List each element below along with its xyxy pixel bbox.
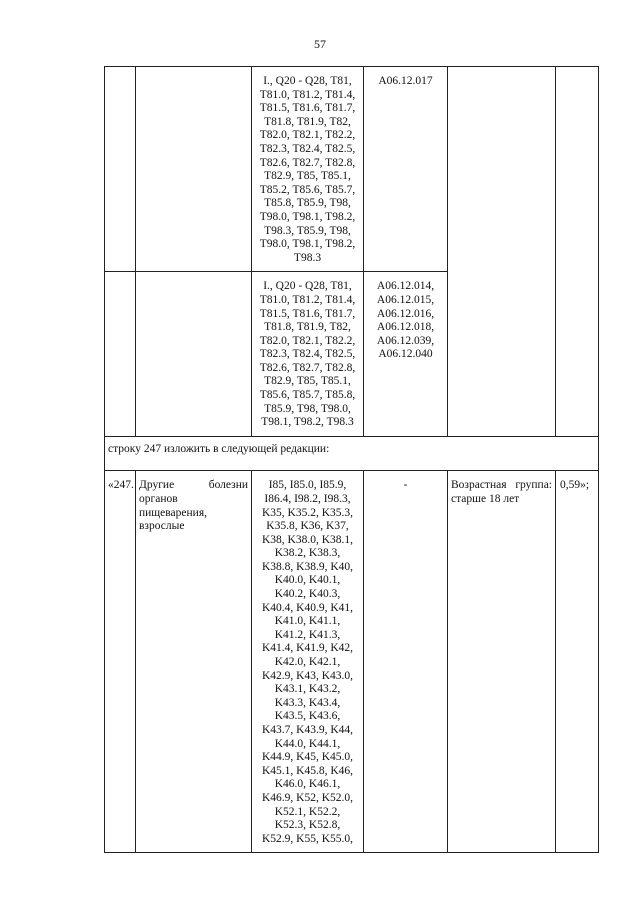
cell-line: T82.6, T82.7, T82.8,	[259, 361, 356, 374]
cell-line: A06.12.015,	[376, 293, 435, 306]
cell-line: I., Q20 - Q28, T81,	[263, 75, 352, 87]
cell-line: T81.5, T81.6, T81.7,	[259, 102, 356, 115]
cell-line: K40.2, K40.3,	[274, 588, 341, 601]
cell-line: T85.9, T98, T98.0,	[264, 402, 351, 415]
row-name-line: взрослые	[139, 520, 185, 533]
cell-line: K52.1, K52.2,	[274, 805, 341, 818]
cell-line: T98.3, T85.9, T98,	[264, 224, 351, 237]
cell-line: K44.0, K44.1,	[274, 737, 341, 750]
cell-line: A06.12.016,	[376, 307, 435, 320]
row-codes	[252, 471, 364, 853]
cell-line: K45.1, K45.8, K46,	[261, 764, 354, 777]
cell-line: K38, K38.0, K38.1,	[261, 533, 354, 546]
cell-line: I86.4, I98.2, I98.3,	[264, 492, 351, 505]
cell-codes	[252, 67, 364, 272]
cell-line: T81.8, T81.9, T82,	[264, 115, 351, 128]
cell-coefficient	[556, 67, 599, 437]
page-number: 57	[314, 37, 326, 51]
cell-procedures	[364, 67, 448, 272]
cell-line: T81.5, T81.6, T81.7,	[259, 307, 356, 320]
cell-line: T81.8, T81.9, T82,	[264, 321, 351, 334]
row-name-line: пищеварения,	[139, 506, 207, 519]
cell-line: T85.2, T85.6, T85.7,	[259, 183, 356, 196]
cell-line: K40.0, K40.1,	[274, 574, 341, 587]
cell-line: K42.9, K43, K43.0,	[261, 669, 354, 682]
cell-line: T81.0, T81.2, T81.4,	[259, 88, 356, 101]
cell-line: T82.9, T85, T85.1,	[264, 170, 351, 183]
cell-line: I85, I85.0, I85.9,	[268, 479, 347, 492]
row-name-line: Другие болезни	[139, 479, 248, 492]
row-name	[136, 471, 252, 853]
table-row	[105, 67, 599, 272]
row-procedure: -	[364, 471, 448, 853]
cell-line: K41.4, K41.9, K42,	[261, 642, 354, 655]
cell-line: T82.0, T82.1, T82.2,	[259, 334, 356, 347]
cell-line: K43.3, K43.4,	[274, 696, 341, 709]
cell-line: K38.2, K38.3,	[274, 547, 341, 560]
tariff-table	[104, 66, 599, 853]
row-criteria-line: старше 18 лет	[451, 492, 520, 505]
cell-line: T82.6, T82.7, T82.8,	[259, 156, 356, 169]
cell-line: T85.8, T85.9, T98,	[264, 197, 351, 210]
cell-line: A06.12.014,	[376, 280, 435, 293]
cell-line: T81.0, T81.2, T81.4,	[259, 293, 356, 306]
row-coefficient: 0,59»;	[556, 471, 599, 853]
cell-line: A06.12.018,	[376, 321, 435, 334]
cell-line: K46.9, K52, K52.0,	[261, 791, 354, 804]
cell-line: T82.3, T82.4, T82.5,	[259, 348, 356, 361]
cell-line: K44.9, K45, K45.0,	[261, 751, 354, 764]
cell-line: T85.6, T85.7, T85.8,	[259, 389, 356, 402]
cell-line: T82.9, T85, T85.1,	[264, 375, 351, 388]
cell-criteria	[448, 67, 556, 437]
cell-line: K52.3, K52.8,	[274, 819, 341, 832]
cell-number	[105, 67, 136, 272]
cell-line: A06.12.040	[378, 348, 433, 361]
cell-line: T82.3, T82.4, T82.5,	[259, 142, 356, 155]
cell-line: A06.12.017	[378, 75, 433, 87]
cell-line: K52.9, K55, K55.0,	[261, 832, 354, 845]
cell-line: T98.0, T98.1, T98.2,	[259, 238, 356, 251]
cell-line: K43.5, K43.6,	[274, 710, 341, 723]
cell-procedures	[364, 272, 448, 437]
cell-line: I., Q20 - Q28, T81,	[263, 280, 352, 293]
cell-name	[136, 272, 252, 437]
cell-codes	[252, 272, 364, 437]
cell-line: K46.0, K46.1,	[274, 778, 341, 791]
cell-line: T82.0, T82.1, T82.2,	[259, 129, 356, 142]
cell-line: K43.7, K43.9, K44,	[261, 724, 354, 736]
cell-line: K41.2, K41.3,	[274, 628, 341, 641]
cell-line: T98.1, T98.2, T98.3	[261, 416, 354, 429]
cell-number	[105, 272, 136, 437]
cell-name	[136, 67, 252, 272]
row-number: «247.	[105, 471, 136, 853]
cell-line: T98.0, T98.1, T98.2,	[259, 210, 356, 223]
cell-line: K40.4, K40.9, K41,	[261, 601, 354, 614]
cell-line: K42.0, K42.1,	[274, 656, 341, 669]
cell-line: A06.12.039,	[376, 334, 435, 347]
cell-line: T98.3	[293, 251, 322, 264]
row-criteria	[448, 471, 556, 853]
row-criteria-line: Возрастная группа:	[451, 479, 552, 492]
cell-line: K35.8, K36, K37,	[266, 520, 349, 533]
cell-line: K35, K35.2, K35.3,	[261, 506, 354, 519]
row-name-line: органов	[139, 492, 178, 505]
cell-line: K38.8, K38.9, K40,	[261, 560, 354, 573]
cell-line: K41.0, K41.1,	[274, 615, 341, 628]
table-row-247	[105, 471, 599, 853]
cell-line: K43.1, K43.2,	[274, 683, 341, 696]
instruction-text: строку 247 изложить в следующей редакции:	[105, 437, 599, 471]
instruction-row	[105, 437, 599, 471]
